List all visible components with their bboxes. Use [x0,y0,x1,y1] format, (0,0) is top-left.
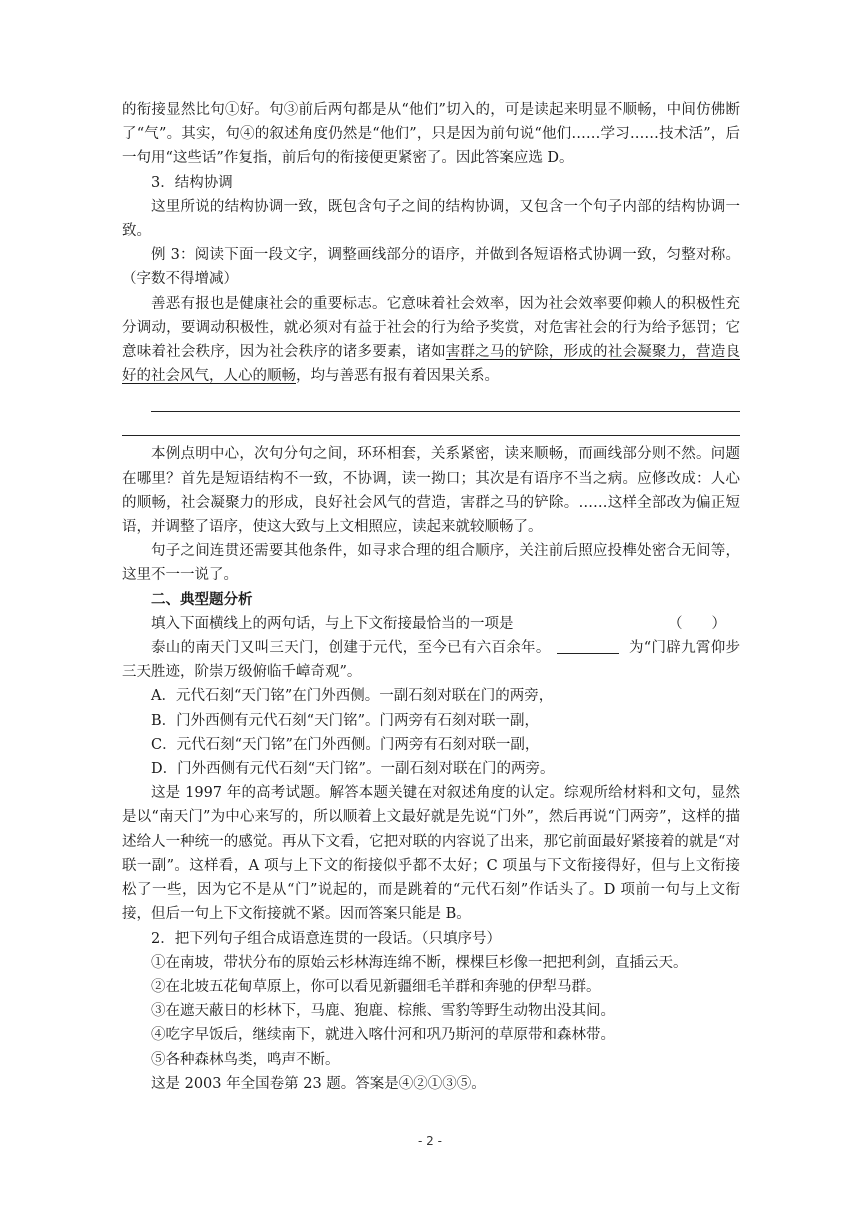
question-2-stem: 2．把下列句子组合成语意连贯的一段话。（只填序号） [151,930,501,947]
paragraph-structure-definition: 这里所说的结构协调一致，既包含句子之间的结构协调，又包含一个句子内部的结构协调一致。 [122,198,740,240]
document-body [122,98,740,1096]
option-d: D．门外西侧有元代石刻“天门铭”。一副石刻对联在门的两旁。 [151,761,555,778]
paragraph-example-analysis: 本例点明中心，次句分句之间，环环相套，关系紧密，读来顺畅，而画线部分则不然。问题在哪里？首先是短语结构不一致，不协调，读一拗口；其次是有语序不当之病。应修改成：人心的顺畅，社会凝聚力的形成，良好社会风气的营造，害群之马的铲除。……这样全部改为偏正短语，并调整了语序，使这大致与上文相照应，读起来就较顺畅了。 [122,446,740,536]
passage-text: 善恶有报也是健康社会的重要标志。它意味着社会效率，因为社会效率要仰赖人的积极性充分调动，要调动积极性，就必须对有益于社会的行为给予奖赏，对危害社会的行为给予惩罚；它意味着社会秩序，因为社会秩序的诸多要素，诸如 [122,295,740,361]
paragraph-other-conditions: 句子之间连贯还需要其他条件，如寻求合理的组合顺序，关注前后照应投榫处密合无间等，这里不一一说了。 [122,543,740,584]
question-1-stem-text: 填入下面横线上的两句话，与上下文衔接最恰当的一项是 [151,615,514,632]
question-1-stem [122,612,740,636]
sentence-item-1: ①在南坡，带状分布的原始云杉林海连绵不断，棵棵巨杉像一把把利剑，直插云天。 [151,954,688,971]
question-1-passage-before: 泰山的南天门又叫三天门，创建于元代，至今已有六百余年。 [151,640,551,657]
example-3-prompt: 例 3：阅读下面一段文字，调整画线部分的语序，并做到各短语格式协调一致，匀整对称。（字数不得增减） [122,247,740,288]
page-number: - 2 - [418,1134,442,1148]
option-b: B．门外西侧有元代石刻“天门铭”。门两旁有石刻对联一副， [151,712,539,729]
paragraph-2003-answer: 这是 2003 年全国卷第 23 题。答案是④②①③⑤。 [151,1075,486,1092]
sentence-item-3: ③在遮天蔽日的杉林下，马鹿、狍鹿、棕熊、雪豹等野生动物出没其间。 [151,1003,615,1020]
option-c: C．元代石刻“天门铭”在门外西侧。门两旁有石刻对联一副， [151,736,540,753]
example-3-passage [122,292,740,389]
question-1-passage-after: 为“门辟九霄仰步三天胜迹，阶崇万级俯临千嶂奇观”。 [122,640,741,681]
underlined-phrase: 害群之马的铲除，形成的社会凝聚力，营造良好的社会风气，人心的顺畅 [122,344,740,385]
passage-text-end: ，均与善恶有报有着因果关系。 [296,368,499,385]
section-heading-typical-analysis: 二、典型题分析 [151,590,253,608]
subheading-structure: 3．结构协调 [151,174,233,191]
fill-in-blank [557,639,619,654]
question-1-passage [122,636,740,684]
answer-parentheses: （ ） [668,615,726,632]
sentence-item-4: ④吃字早饭后，继续南下，就进入喀什河和巩乃斯河的草原带和森林带。 [151,1027,615,1044]
sentence-item-5: ⑤各种森林鸟类，鸣声不断。 [151,1051,340,1068]
sentence-item-2: ②在北坡五花甸草原上，你可以看见新疆细毛羊群和奔驰的伊犁马群。 [151,978,601,995]
paragraph-analysis-continued: 的衔接显然比句①好。句③前后两句都是从“他们”切入的，可是读起来明显不顺畅，中间仿佛断了“气”。其实，句④的叙述角度仍然是“他们”，只是因为前句说“他们……学习……技术活”，后一句用“这些话”作复指，前后句的衔接便更紧密了。因此答案应选 D。 [122,102,740,167]
option-a: A．元代石刻“天门铭”在门外西侧。一副石刻对联在门的两旁， [151,688,554,705]
paragraph-1997-analysis: 这是 1997 年的高考试题。解答本题关键在对叙述角度的认定。综观所给材料和文句，显然是以“南天门”为中心来写的，所以顺着上文最好就是先说“门外”，然后再说“门两旁”，这样的描述给人一种统一的感觉。再从下文看，它把对联的内容说了出来，那它前面最好紧接着的就是“对联一副”。这样看，A 项与上下文的衔接似乎都不太好；C 项虽与下文衔接得好，但与上文衔接松了一些，因为它不是从“门”说起的，而是跳着的“元代石刻”作话头了。D 项前一句与上文衔接，但后一句上下文衔接就不紧。因而答案只能是 B。 [122,785,740,923]
